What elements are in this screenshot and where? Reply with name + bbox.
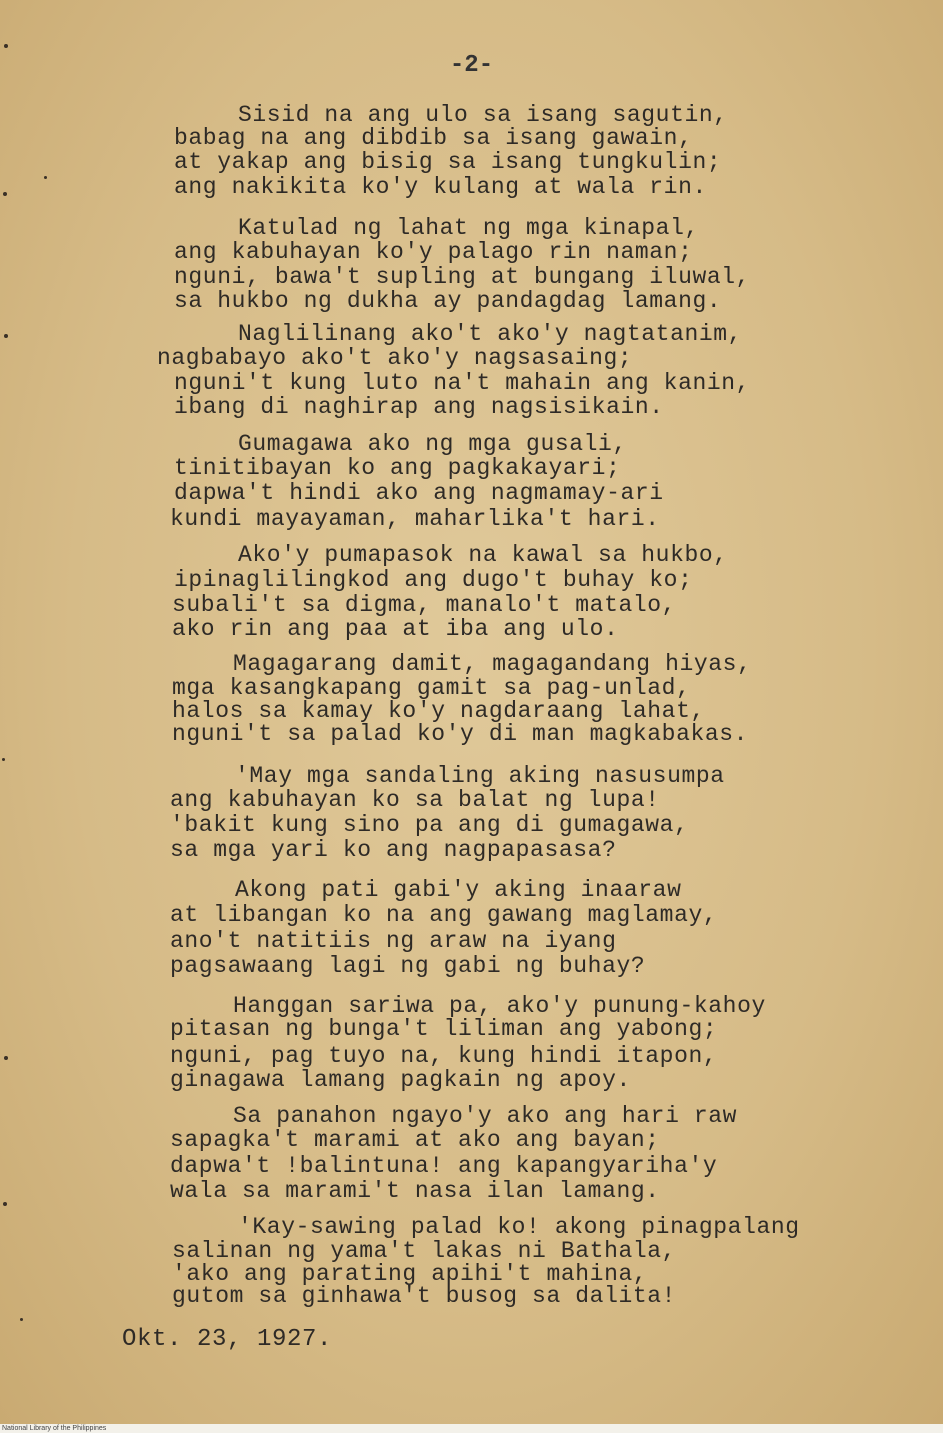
poem-line: 'Kay-sawing palad ko! akong pinagpalang (238, 1214, 800, 1240)
poem-line: dapwa't !balintuna! ang kapangyariha'y (170, 1153, 718, 1179)
poem-line: gutom sa ginhawa't busog sa dalita! (172, 1283, 677, 1309)
poem-line: ang kabuhayan ko sa balat ng lupa! (170, 787, 660, 813)
poem-line: nguni't sa palad ko'y di man magkabakas. (172, 721, 749, 747)
poem-line: at yakap ang bisig sa isang tungkulin; (174, 149, 722, 175)
poem-line: babag na ang dibdib sa isang gawain, (174, 125, 693, 151)
poem-line: ano't natitiis ng araw na iyang (170, 928, 617, 954)
poem-line: ginagawa lamang pagkain ng apoy. (170, 1067, 631, 1093)
scan-speck (44, 176, 47, 179)
poem-line: pagsawaang lagi ng gabi ng buhay? (170, 953, 646, 979)
scan-speck (2, 758, 5, 761)
footer-credit: National Library of the Philippines (2, 1425, 107, 1432)
poem-line: nguni, pag tuyo na, kung hindi itapon, (170, 1043, 718, 1069)
poem-line: Ako'y pumapasok na kawal sa hukbo, (238, 542, 728, 568)
poem-line: Gumagawa ako ng mga gusali, (238, 431, 627, 457)
poem-line: tinitibayan ko ang pagkakayari; (174, 455, 621, 481)
poem-line: Katulad ng lahat ng mga kinapal, (238, 215, 699, 241)
poem-line: 'bakit kung sino pa ang di gumagawa, (170, 812, 689, 838)
poem-line: salinan ng yama't lakas ni Bathala, (172, 1238, 677, 1264)
scan-speck (20, 1318, 23, 1321)
poem-line: Sa panahon ngayo'y ako ang hari raw (233, 1103, 738, 1129)
page-number: -2- (449, 52, 494, 79)
poem-line: Naglilinang ako't ako'y nagtatanim, (238, 321, 743, 347)
poem-line: ang nakikita ko'y kulang at wala rin. (174, 174, 707, 200)
scan-speck (4, 44, 8, 48)
poem-line: ipinaglilingkod ang dugo't buhay ko; (174, 567, 693, 593)
poem-line: 'ako ang parating apihi't mahina, (172, 1261, 648, 1287)
poem-line: sa hukbo ng dukha ay pandagdag lamang. (174, 288, 722, 314)
poem-line: sapagka't marami at ako ang bayan; (170, 1127, 660, 1153)
poem-line: ako rin ang paa at iba ang ulo. (172, 616, 619, 642)
scan-speck (3, 1202, 7, 1206)
date-line: Okt. 23, 1927. (122, 1326, 333, 1353)
poem-line: nguni, bawa't supling at bungang iluwal, (174, 264, 751, 290)
poem-line: Sisid na ang ulo sa isang sagutin, (238, 102, 728, 128)
poem-line: wala sa marami't nasa ilan lamang. (170, 1178, 660, 1204)
poem-line: nguni't kung luto na't mahain ang kanin, (174, 370, 751, 396)
poem-line: kundi mayayaman, maharlika't hari. (170, 506, 660, 532)
poem-line: Hanggan sariwa pa, ako'y punung-kahoy (233, 993, 766, 1019)
poem-line: 'May mga sandaling aking nasusumpa (235, 763, 725, 789)
poem-line: at libangan ko na ang gawang maglamay, (170, 902, 718, 928)
scan-speck (4, 1056, 8, 1060)
scan-speck (4, 334, 8, 338)
poem-line: dapwa't hindi ako ang nagmamay-ari (174, 480, 664, 506)
poem-line: sa mga yari ko ang nagpapasasa? (170, 837, 617, 863)
poem-line: ibang di naghirap ang nagsisikain. (174, 394, 664, 420)
poem-line: Akong pati gabi'y aking inaaraw (235, 877, 682, 903)
scan-speck (3, 192, 7, 196)
poem-line: mga kasangkapang gamit sa pag-unlad, (172, 675, 691, 701)
poem-line: nagbabayo ako't ako'y nagsasaing; (157, 345, 633, 371)
poem-line: Magagarang damit, magagandang hiyas, (233, 651, 752, 677)
poem-line: ang kabuhayan ko'y palago rin naman; (174, 239, 693, 265)
poem-line: pitasan ng bunga't liliman ang yabong; (170, 1016, 718, 1042)
poem-line: halos sa kamay ko'y nagdaraang lahat, (172, 698, 705, 724)
poem-line: subali't sa digma, manalo't matalo, (172, 592, 677, 618)
